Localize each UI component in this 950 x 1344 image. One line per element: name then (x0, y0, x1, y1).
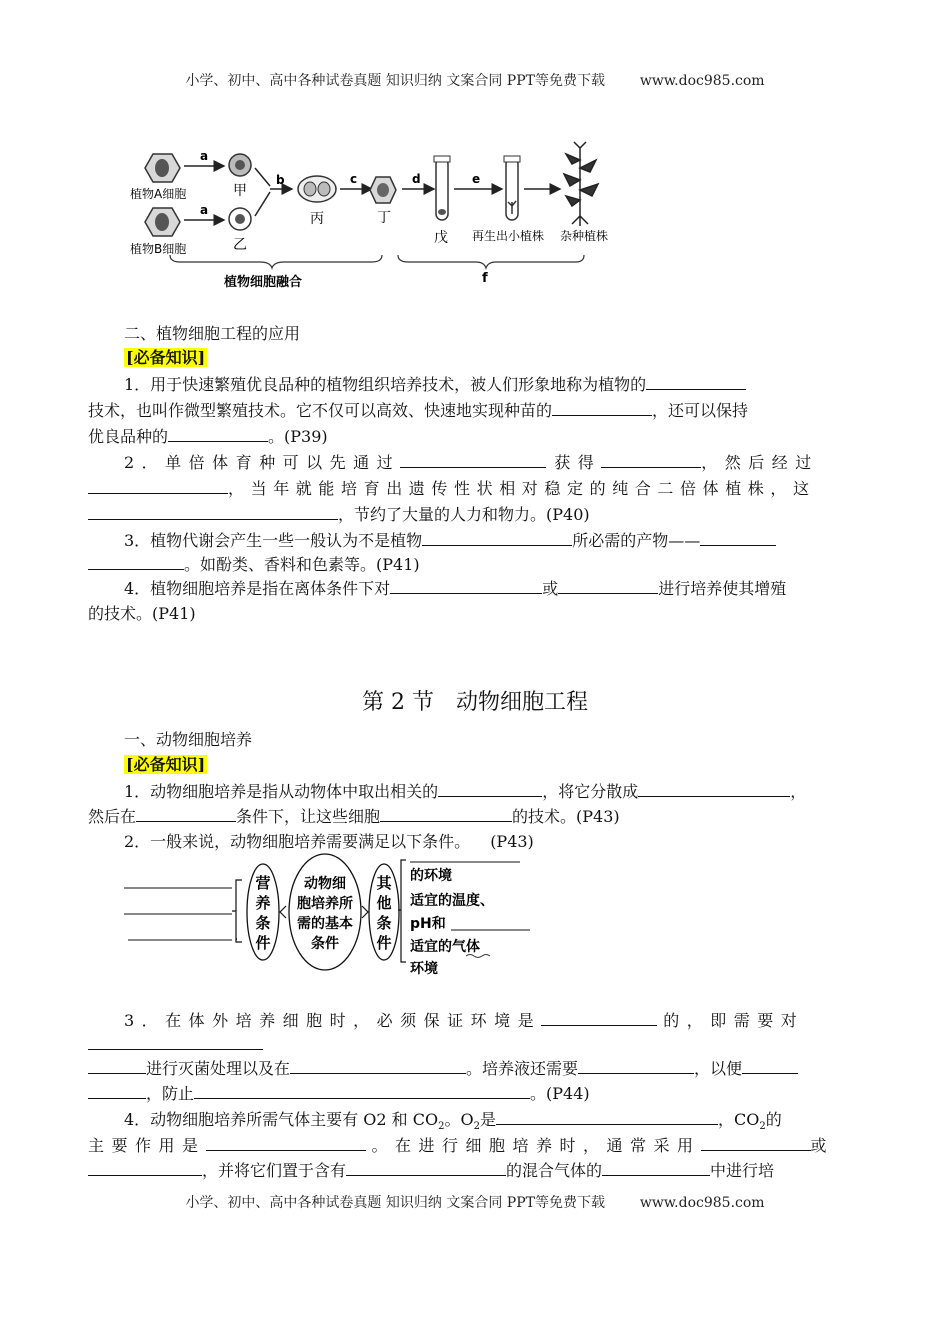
label-wu: 戊 (434, 230, 448, 246)
label-a-bottom: a (200, 203, 209, 217)
s1-q4-line1: 4．植物细胞培养是指在离体条件下对 或 进行培养使其增殖 (124, 575, 786, 602)
blank[interactable] (88, 1080, 146, 1099)
required-knowledge-tag: [必备知识] (126, 348, 206, 367)
blank[interactable] (496, 1106, 718, 1125)
dot: . (234, 928, 239, 944)
blank[interactable] (88, 1055, 146, 1074)
s2-q1-line1: 1．动物细胞培养是指从动物体中取出相关的 ，将它分散成 ， (124, 778, 806, 805)
footer-text: 小学、初中、高中各种试卷真题 知识归纳 文案合同 PPT等免费下载 (185, 1195, 605, 1211)
s2-q4-line1: 4．动物细胞培养所需气体主要有 O2 和 $CO_2$。$O_2$是 ，$CO_2$的 (124, 1106, 782, 1140)
label-jia: 甲 (233, 183, 247, 199)
blank[interactable] (552, 397, 652, 416)
blank[interactable] (558, 575, 658, 594)
s2-q2: 2．一般来说，动物细胞培养需要满足以下条件。 (P43) (124, 832, 534, 851)
s1-q3-line2: 。如酚类、香料和色素等。(P41) (88, 551, 420, 578)
required-knowledge-tag: [必备知识] (126, 755, 206, 774)
section1-tag (124, 345, 207, 371)
test-tube-plantlet (504, 156, 520, 220)
blank[interactable] (88, 475, 228, 494)
subscript: 2 (759, 1121, 766, 1133)
cond-gas: 适宜的气体 (410, 939, 480, 955)
cond-temp: 适宜的温度、 (410, 893, 494, 909)
blank[interactable] (88, 1031, 263, 1050)
section2-tag (124, 752, 207, 778)
blank[interactable] (88, 1157, 202, 1176)
other-char: 他 (376, 894, 392, 912)
blank[interactable] (206, 1132, 366, 1151)
blank[interactable] (422, 527, 572, 546)
blank[interactable] (400, 449, 546, 468)
label-e: e (472, 172, 481, 186)
cond-ph: pH和 (410, 916, 446, 932)
culture-conditions-diagram (120, 850, 540, 985)
other-char: 其 (376, 874, 392, 892)
label-bing: 丙 (310, 211, 324, 227)
s2-q3-line1: 3．在体外培养细胞时，必须保证环境是 的，即需要对 (124, 1007, 804, 1034)
label-c: c (350, 172, 358, 186)
s1-q3-line1: 3．植物代谢会产生一些一般认为不是植物 所必需的产物—— (124, 527, 776, 554)
test-tube-callus (434, 156, 450, 220)
s1-q2-line1: 2．单倍体育种可以先通过 获得 ，然后经过 (124, 449, 819, 476)
subscript: 2 (438, 1121, 445, 1133)
blank[interactable] (390, 575, 542, 594)
s1-q2-line2: ，当年就能培育出遗传性状相对稳定的纯合二倍体植株，这 (88, 475, 816, 502)
blank[interactable] (601, 449, 701, 468)
page-footer (0, 1192, 950, 1212)
nutri-char: 条 (255, 914, 271, 932)
blank[interactable] (700, 527, 776, 546)
blank[interactable] (541, 1007, 657, 1026)
nutri-char: 养 (255, 894, 271, 912)
blank[interactable] (380, 803, 512, 822)
plant-b-label: 植物B细胞 (130, 242, 187, 256)
cond-gas-env: 环境 (410, 961, 438, 977)
nutri-char: 件 (255, 934, 271, 952)
s1-q4-line2: 的技术。(P41) (88, 604, 196, 623)
other-char: 件 (376, 934, 392, 952)
label-b: b (276, 173, 285, 187)
hybrid-cell-ding (370, 177, 396, 203)
blank[interactable] (194, 1080, 530, 1099)
blank[interactable] (88, 501, 338, 520)
hybrid-plant-icon (564, 142, 598, 226)
blank[interactable] (290, 1055, 466, 1074)
label-a-top: a (200, 149, 209, 163)
blank[interactable] (438, 778, 542, 797)
plant-a-label: 植物A细胞 (130, 187, 187, 201)
header-url: www.doc985.com (639, 73, 765, 89)
label-fusion: 植物细胞融合 (224, 275, 303, 290)
label-hybrid: 杂种植株 (560, 229, 609, 243)
subscript: 2 (473, 1121, 480, 1133)
s2-q4-line3: ，并将它们置于含有 的混合气体的 中进行培 (88, 1157, 774, 1184)
f-bracket (398, 255, 584, 268)
label-regen: 再生出小植株 (472, 229, 545, 243)
blank[interactable] (88, 551, 184, 570)
s2-q3-line2: 进行灭菌处理以及在 。培养液还需要 ，以便 (88, 1055, 798, 1082)
blank[interactable] (602, 1157, 710, 1176)
section2-title: 一、动物细胞培养 (124, 730, 253, 749)
fused-cell-bing (298, 176, 336, 202)
header-text: 小学、初中、高中各种试卷真题 知识归纳 文案合同 PPT等免费下载 (185, 73, 605, 89)
plant-a-cell (145, 154, 180, 182)
blank[interactable] (701, 1132, 811, 1151)
chapter-title: 第 2 节 动物细胞工程 (362, 690, 588, 715)
nutri-char: 营 (255, 874, 271, 892)
label-ding: 丁 (377, 210, 391, 226)
plant-b-cell (145, 208, 180, 236)
label-d: d (412, 172, 421, 186)
blank[interactable] (346, 1157, 506, 1176)
label-yi: 乙 (233, 237, 247, 253)
s2-q3-blank-line (88, 1031, 263, 1058)
blank[interactable] (646, 371, 746, 390)
cond-env: 的环境 (410, 868, 452, 884)
plant-cell-fusion-diagram (120, 140, 640, 300)
blank[interactable] (742, 1055, 798, 1074)
s1-q2-line3: ，节约了大量的人力和物力。(P40) (88, 501, 590, 528)
s1-q1-line2: 技术，也叫作微型繁殖技术。它不仅可以高效、快速地实现种苗的 ，还可以保持 (88, 397, 748, 424)
blank[interactable] (578, 1055, 694, 1074)
label-f: f (482, 271, 488, 286)
blank[interactable] (136, 803, 236, 822)
s2-q1-line2: 然后在 条件下，让这些细胞 的技术。(P43) (88, 803, 620, 830)
blank[interactable] (638, 778, 790, 797)
section1-title: 二、植物细胞工程的应用 (124, 324, 301, 343)
center-line: 胞培养所 (297, 896, 353, 912)
center-line: 条件 (311, 936, 339, 952)
s1-q1-line3: 优良品种的 。(P39) (88, 423, 328, 450)
s2-q3-line3: ，防止 。(P44) (88, 1080, 590, 1107)
other-char: 条 (376, 914, 392, 932)
footer-url: www.doc985.com (639, 1195, 765, 1211)
center-line: 动物细 (304, 876, 346, 892)
fusion-bracket (170, 255, 382, 268)
center-line: 需的基本 (297, 916, 353, 932)
s1-q1-line1: 1．用于快速繁殖优良品种的植物组织培养技术，被人们形象地称为植物的 (124, 371, 746, 398)
blank[interactable] (168, 423, 268, 442)
s2-q4-line2: 主要作用是 。在进行细胞培养时，通常采用 或 (88, 1132, 827, 1159)
page-header (0, 70, 950, 90)
basic-conditions-oval (289, 854, 361, 970)
